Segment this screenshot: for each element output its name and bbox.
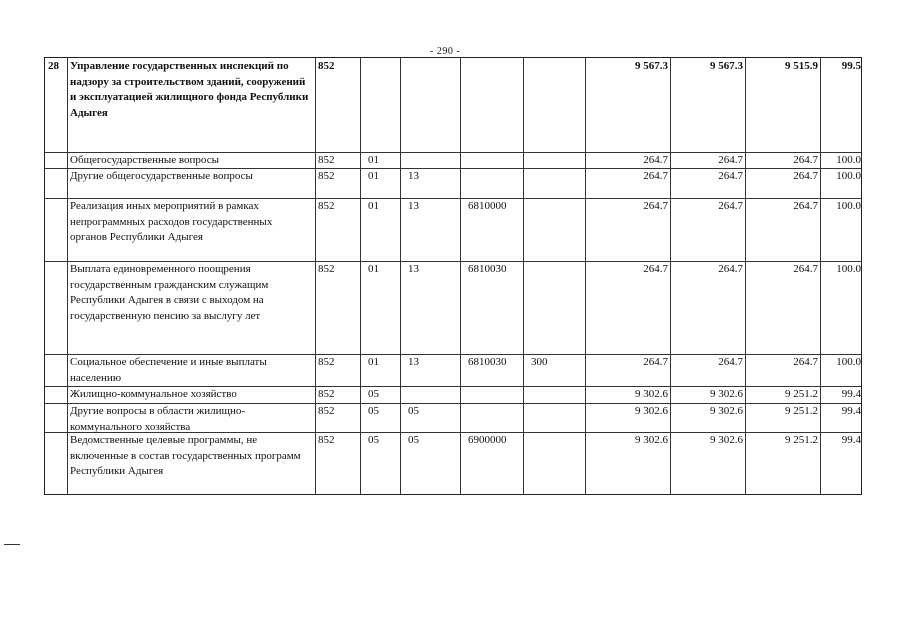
plan-amount: 9 567.3 [635,60,668,72]
column-divider [400,58,401,494]
row-number: 28 [48,60,59,72]
executed-amount: 9 251.2 [785,388,818,400]
executed-amount: 264.7 [793,356,818,368]
subsection-code: 13 [408,170,419,182]
approved-amount: 9 302.6 [710,388,743,400]
column-divider [67,58,68,494]
approved-amount: 9 302.6 [710,405,743,417]
row-name: Ведомственные целевые программы, не включенные в состав государственных программ Республики Адыгея [70,434,301,477]
ved-code: 852 [318,356,335,368]
approved-amount: 9 302.6 [710,434,743,446]
plan-amount: 9 302.6 [635,388,668,400]
column-divider [523,58,524,494]
ved-code: 852 [318,434,335,446]
section-code: 05 [368,388,379,400]
subsection-code: 13 [408,200,419,212]
budget-table [44,57,862,495]
page-number: - 290 - [430,46,461,57]
ved-code: 852 [318,154,335,166]
ved-code: 852 [318,388,335,400]
section-code: 01 [368,200,379,212]
plan-amount: 264.7 [643,154,668,166]
plan-amount: 264.7 [643,170,668,182]
ved-code: 852 [318,60,335,72]
column-divider [670,58,671,494]
executed-amount: 264.7 [793,170,818,182]
percent: 100.0 [836,154,861,166]
subsection-code: 05 [408,434,419,446]
column-divider [745,58,746,494]
column-divider [820,58,821,494]
section-code: 05 [368,434,379,446]
approved-amount: 264.7 [718,200,743,212]
percent: 100.0 [836,263,861,275]
ved-code: 852 [318,200,335,212]
ved-code: 852 [318,170,335,182]
target-article: 6810030 [468,356,507,368]
executed-amount: 264.7 [793,154,818,166]
percent: 100.0 [836,200,861,212]
target-article: 6900000 [468,434,507,446]
plan-amount: 9 302.6 [635,434,668,446]
percent: 100.0 [836,170,861,182]
percent: 99.4 [841,388,861,400]
percent: 99.4 [841,434,861,446]
section-code: 05 [368,405,379,417]
target-article: 6810030 [468,263,507,275]
target-article: 6810000 [468,200,507,212]
approved-amount: 264.7 [718,263,743,275]
approved-amount: 264.7 [718,170,743,182]
ved-code: 852 [318,405,335,417]
executed-amount: 9 515.9 [785,60,818,72]
executed-amount: 9 251.2 [785,405,818,417]
executed-amount: 9 251.2 [785,434,818,446]
scan-mark [4,544,20,545]
ved-code: 852 [318,263,335,275]
executed-amount: 264.7 [793,263,818,275]
row-name: Жилищно-коммунальное хозяйство [70,388,237,400]
plan-amount: 264.7 [643,356,668,368]
expense-type: 300 [531,356,548,368]
subsection-code: 13 [408,263,419,275]
percent: 99.4 [841,405,861,417]
row-name: Реализация иных мероприятий в рамках непрограммных расходов государственных органов Республики Адыгея [70,200,273,243]
row-name: Управление государственных инспекций по надзору за строительством зданий, сооружений и эксплуатацией жилищного фонда Республики Адыгея [70,60,309,119]
column-divider [585,58,586,494]
percent: 99.5 [841,60,861,72]
section-code: 01 [368,170,379,182]
subsection-code: 05 [408,405,419,417]
column-divider [315,58,316,494]
section-code: 01 [368,154,379,166]
row-name: Другие общегосударственные вопросы [70,170,253,182]
approved-amount: 9 567.3 [710,60,743,72]
row-name: Выплата единовременного поощрения государственным гражданским служащим Республики Адыгея в связи с выходом на государственную пенсию за выслугу лет [70,263,269,322]
approved-amount: 264.7 [718,154,743,166]
approved-amount: 264.7 [718,356,743,368]
subsection-code: 13 [408,356,419,368]
plan-amount: 264.7 [643,263,668,275]
percent: 100.0 [836,356,861,368]
section-code: 01 [368,263,379,275]
plan-amount: 264.7 [643,200,668,212]
plan-amount: 9 302.6 [635,405,668,417]
column-divider [460,58,461,494]
section-code: 01 [368,356,379,368]
row-name: Другие вопросы в области жилищно-коммунального хозяйства [70,405,246,433]
row-name: Социальное обеспечение и иные выплаты населению [70,356,267,384]
executed-amount: 264.7 [793,200,818,212]
column-divider [360,58,361,494]
row-name: Общегосударственные вопросы [70,154,219,166]
